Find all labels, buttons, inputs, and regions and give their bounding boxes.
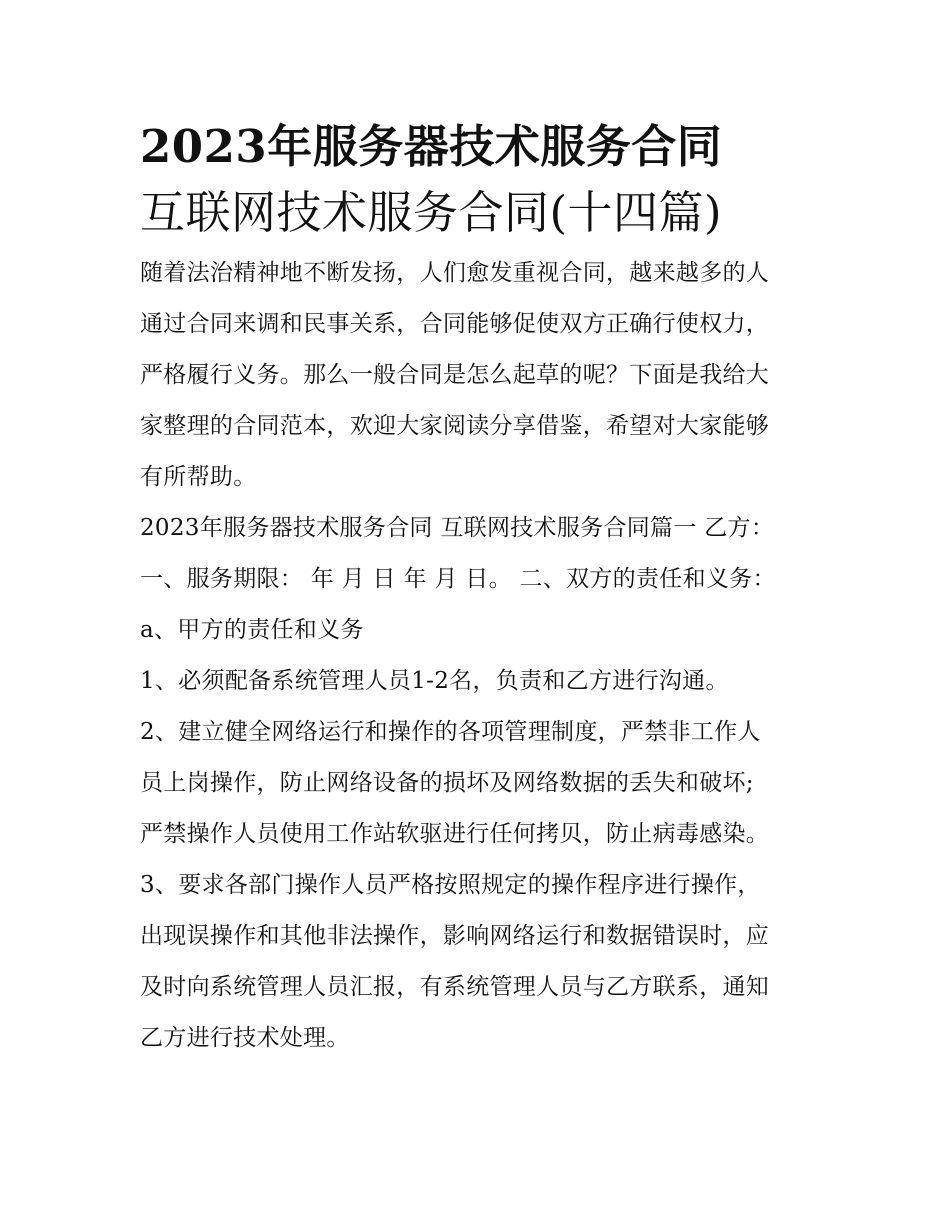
contract-heading-paragraph <box>140 503 820 605</box>
text-line: 严禁操作人员使用工作站软驱进行任何拷贝，防止病毒感染。 <box>140 821 770 847</box>
text-line: 出现误操作和其他非法操作，影响网络运行和数据错误时，应 <box>140 923 770 949</box>
text-line: 及时向系统管理人员汇报，有系统管理人员与乙方联系，通知 <box>140 974 770 1000</box>
title-line-2: 互联网技术服务合同(十四篇) <box>140 186 723 239</box>
text-line: 3、要求各部门操作人员严格按照规定的操作程序进行操作， <box>140 872 761 898</box>
document-body <box>140 118 820 1064</box>
intro-paragraph <box>140 248 820 503</box>
text-line: 家整理的合同范本，欢迎大家阅读分享借鉴，希望对大家能够 <box>140 413 770 439</box>
text-line: 2023年服务器技术服务合同 互联网技术服务合同篇一 乙方： <box>140 515 775 541</box>
title-line-1: 2023年服务器技术服务合同 <box>140 120 723 173</box>
text-line: 2、建立健全网络运行和操作的各项管理制度，严禁非工作人 <box>140 719 761 745</box>
text-line: 随着法治精神地不断发扬，人们愈发重视合同，越来越多的人 <box>140 260 770 286</box>
text-line: 乙方进行技术处理。 <box>140 1025 350 1051</box>
text-line: a、甲方的责任和义务 <box>140 617 364 643</box>
text-line: 严格履行义务。那么一般合同是怎么起草的呢？下面是我给大 <box>140 362 770 388</box>
clause-1 <box>140 656 820 707</box>
party-a-duties-heading <box>140 605 820 656</box>
text-line: 1、必须配备系统管理人员1-2名，负责和乙方进行沟通。 <box>140 668 729 694</box>
text-line: 一、服务期限： 年 月 日 年 月 日。 二、双方的责任和义务： <box>140 566 776 592</box>
document-title <box>140 118 820 242</box>
text-line: 员上岗操作，防止网络设备的损坏及网络数据的丢失和破坏; <box>140 770 754 796</box>
text-line: 通过合同来调和民事关系，合同能够促使双方正确行使权力， <box>140 311 770 337</box>
clause-3 <box>140 860 820 1064</box>
text-line: 有所帮助。 <box>140 464 257 490</box>
clause-2 <box>140 707 820 860</box>
